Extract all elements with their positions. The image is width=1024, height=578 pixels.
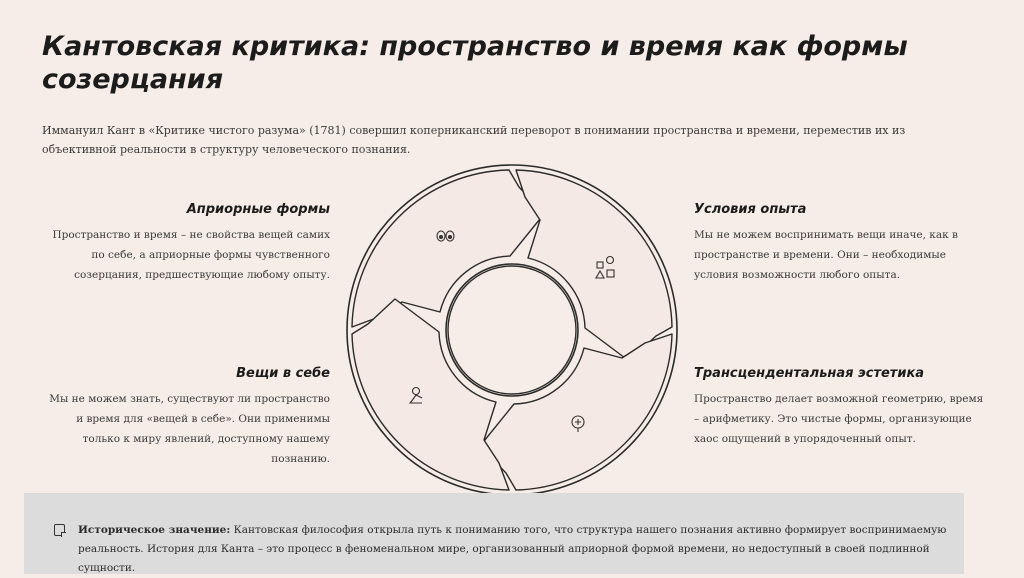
historical-note-label: Историческое значение:: [78, 524, 231, 536]
historical-note-body: Кантовская философия открыла путь к пониманию того, что структура нашего познания активно формирует воспринимаемую реальность. История для Канта – это процесс в феноменальном мире, организованный априорной формой времени, но недоступный в своей подлинной сущности.: [78, 524, 947, 574]
historical-note-text: [78, 521, 958, 578]
intro-paragraph: Иммануил Кант в «Критике чистого разума» (1781) совершил коперниканский переворот в понимании пространства и времени, переместив их из объективной реальности в структуру человеческого познания.: [42, 124, 906, 156]
conditions-text: Мы не можем воспринимать вещи иначе, как в пространстве и времени. Они – необходимые условия возможности любого опыта.: [694, 229, 958, 281]
aesthetic-text: Пространство делает возможной геометрию, время – арифметику. Это чистые формы, организующие хаос ощущений в упорядоченный опыт.: [694, 393, 984, 445]
apriori-text: Пространство и время – не свойства вещей самих по себе, а априорные формы чувственного созерцания, предшествующие любому опыту.: [52, 229, 330, 281]
conditions-heading: Условия опыта: [694, 202, 807, 217]
page-title: Кантовская критика: пространство и время как формы созерцания: [42, 31, 908, 95]
aesthetic-heading: Трансцендентальная эстетика: [694, 366, 925, 381]
apriori-heading: Априорные формы: [186, 202, 330, 217]
things-in-themselves-heading: Вещи в себе: [236, 366, 330, 381]
note-icon: [54, 524, 65, 536]
historical-note-panel: [24, 493, 964, 574]
things-in-themselves-text: Мы не можем знать, существуют ли пространство и время для «вещей в себе». Они применимы только к миру явлений, доступному нашему познанию.: [49, 393, 330, 465]
cycle-diagram: [344, 162, 680, 498]
